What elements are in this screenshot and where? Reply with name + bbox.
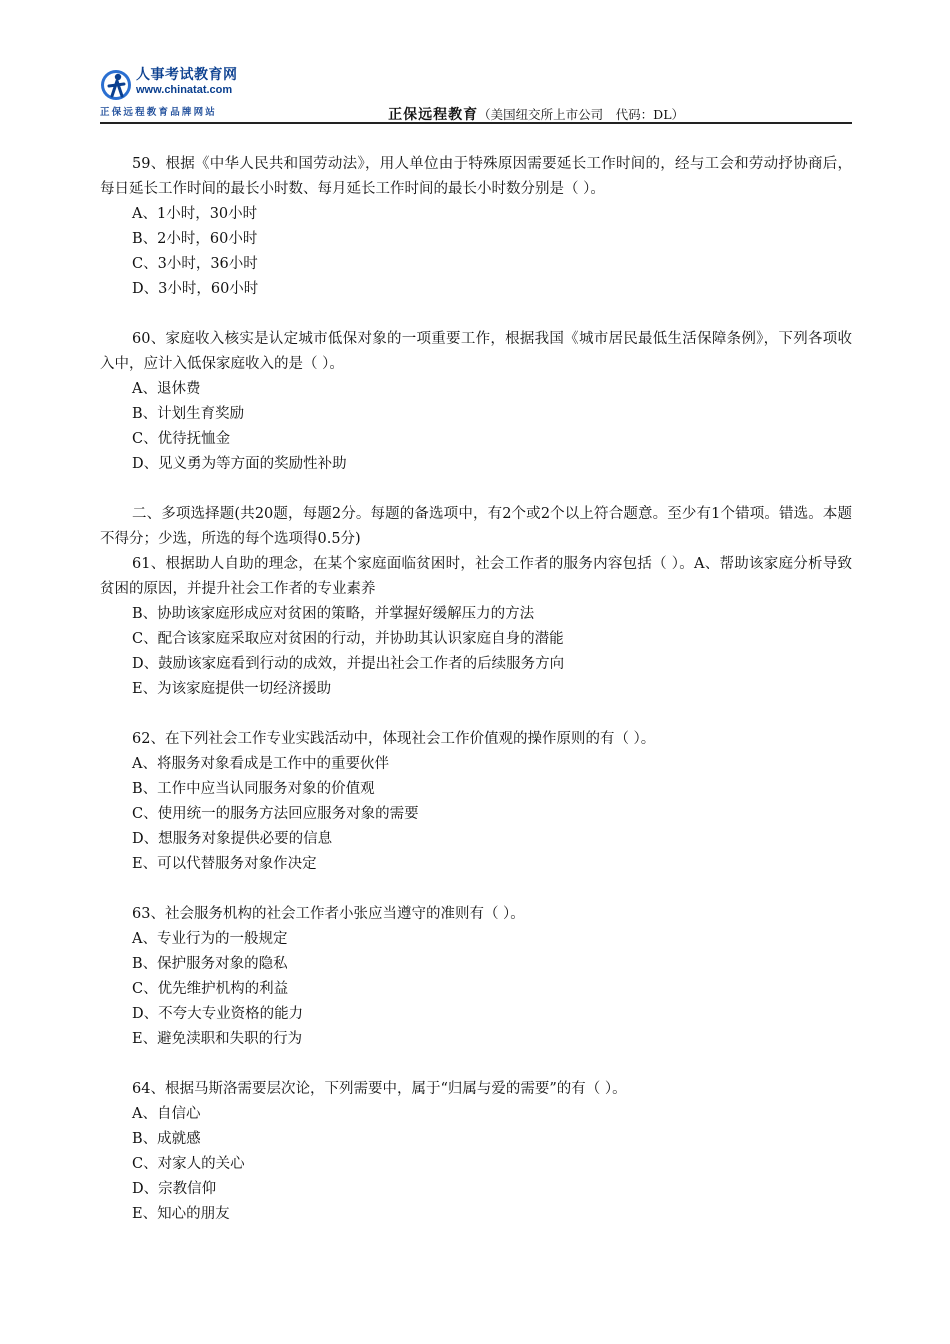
option: D、见义勇为等方面的奖励性补助	[132, 456, 347, 472]
option: B、协助该家庭形成应对贫困的策略，并掌握好缓解压力的方法	[132, 606, 535, 622]
question-stem: 63、社会服务机构的社会工作者小张应当遵守的准则有（ ）。	[132, 906, 525, 922]
document-body	[100, 152, 852, 1227]
option: C、优先维护机构的利益	[132, 981, 289, 997]
option: B、计划生育奖励	[132, 406, 245, 422]
question-61	[100, 552, 852, 702]
option: B、成就感	[132, 1131, 201, 1147]
question-stem: 62、在下列社会工作专业实践活动中，体现社会工作价值观的操作原则的有（ ）。	[132, 731, 656, 747]
page-header	[100, 62, 852, 126]
option: A、将服务对象看成是工作中的重要伙伴	[132, 756, 389, 772]
option: A、专业行为的一般规定	[132, 931, 288, 947]
option: D、想服务对象提供必要的信息	[132, 831, 333, 847]
question-stem: 61、根据助人自助的理念，在某个家庭面临贫困时，社会工作者的服务内容包括（ ）。A、帮助该家庭分析导致贫困的原因，并提升社会工作者的专业素养	[100, 556, 852, 597]
question-62	[100, 727, 852, 877]
logo[interactable]	[100, 62, 300, 118]
option: D、3小时，60小时	[132, 281, 259, 297]
option: E、为该家庭提供一切经济援助	[132, 681, 332, 697]
option: C、优待抚恤金	[132, 431, 231, 447]
option: A、1小时，30小时	[132, 206, 258, 222]
question-stem: 59、根据《中华人民共和国劳动法》，用人单位由于特殊原因需要延长工作时间的，经与工会和劳动抒协商后，每日延长工作时间的最长小时数、每月延长工作时间的最长小时数分别是（ ）。	[100, 156, 852, 197]
option: B、2小时，60小时	[132, 231, 258, 247]
logo-url[interactable]: www.chinatat.com	[136, 84, 233, 96]
option: B、保护服务对象的隐私	[132, 956, 288, 972]
question-59	[100, 152, 852, 302]
header-company	[388, 104, 684, 124]
logo-slogan: 正保远程教育品牌网站	[100, 107, 218, 118]
option: C、对家人的关心	[132, 1156, 245, 1172]
option: E、避免渎职和失职的行为	[132, 1031, 303, 1047]
option: D、宗教信仰	[132, 1181, 217, 1197]
question-63	[100, 902, 852, 1052]
logo-person-icon	[100, 66, 132, 104]
option: E、可以代替服务对象作决定	[132, 856, 317, 872]
option: D、不夸大专业资格的能力	[132, 1006, 304, 1022]
option: D、鼓励该家庭看到行动的成效，并提出社会工作者的后续服务方向	[132, 656, 565, 672]
option: C、配合该家庭采取应对贫困的行动，并协助其认识家庭自身的潜能	[132, 631, 564, 647]
section-intro: 二、多项选择题(共20题，每题2分。每题的备选项中，有2个或2个以上符合题意。至少有1个错项。错选。本题不得分；少选，所选的每个选项得0.5分)	[100, 506, 852, 547]
option: C、3小时，36小时	[132, 256, 258, 272]
question-64	[100, 1077, 852, 1227]
header-divider	[100, 122, 852, 124]
option: A、自信心	[132, 1106, 201, 1122]
header-company-info: （美国纽交所上市公司 代码：DL）	[478, 107, 684, 122]
option: E、知心的朋友	[132, 1206, 230, 1222]
question-stem: 64、根据马斯洛需要层次论，下列需要中，属于“归属与爱的需要”的有（ ）。	[132, 1081, 627, 1097]
option: A、退休费	[132, 381, 201, 397]
option: B、工作中应当认同服务对象的价值观	[132, 781, 375, 797]
question-stem: 60、家庭收入核实是认定城市低保对象的一项重要工作，根据我国《城市居民最低生活保障条例》，下列各项收入中，应计入低保家庭收入的是（ ）。	[100, 331, 852, 372]
question-60	[100, 327, 852, 477]
logo-name: 人事考试教育网	[136, 67, 238, 83]
option: C、使用统一的服务方法回应服务对象的需要	[132, 806, 419, 822]
header-brand: 正保远程教育	[388, 107, 479, 123]
